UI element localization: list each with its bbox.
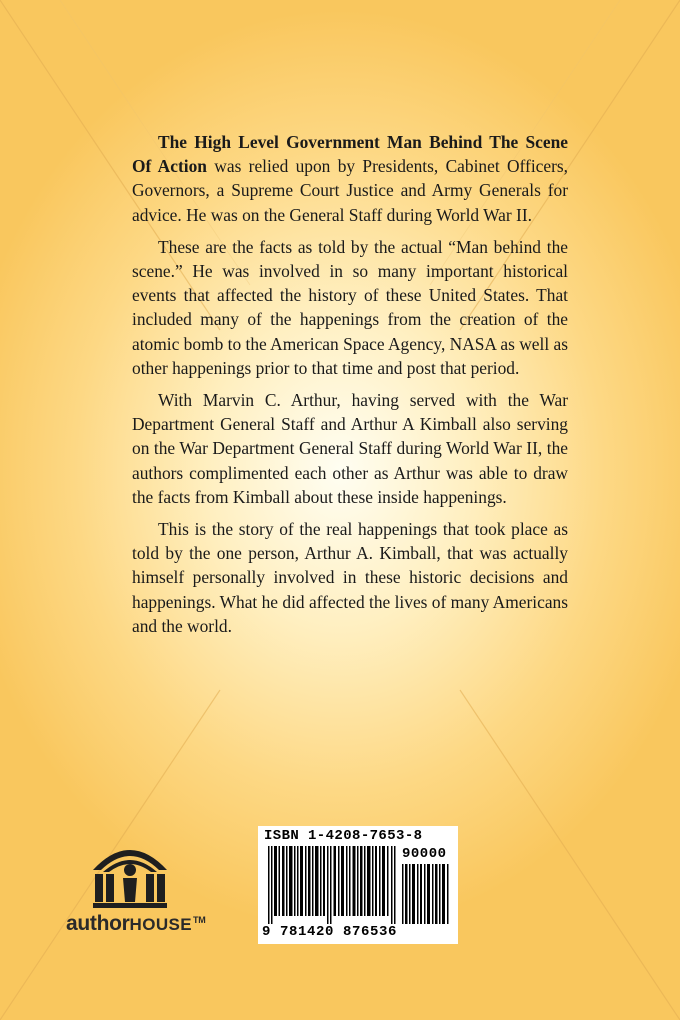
publisher-wordmark [66,912,205,936]
blurb-paragraph-3: With Marvin C. Arthur, having served with the War Department General Staff and Arthur A Kimball also serving on the War Department General Staff during World War II, the authors complimented each other as Arthur was able to draw the facts from Kimball about these inside happenings. [132,390,568,507]
publisher-logo [62,836,232,946]
blurb-paragraph-4: This is the story of the real happenings that took place as told by the one person, Arthur A. Kimball, that was actually himself personally involved in these historic decisions and happenings. What he did affected the lives of many Americans and the world. [132,519,568,636]
ean-barcode-bars [268,846,396,924]
blurb-lead-bold: The High Level Government Man Behind The Scene Of Action [132,132,568,177]
back-cover-blurb [132,130,568,646]
blurb-paragraph-1 [132,130,568,227]
authorhouse-logo-icon [89,836,171,910]
price-barcode-bars [402,864,450,924]
price-code: 90000 [402,846,447,862]
ean-number: 9 781420 876536 [262,924,398,940]
isbn-label: ISBN 1-4208-7653-8 [264,828,423,844]
isbn-barcode [258,826,458,944]
blurb-lead-rest: was relied upon by Presidents, Cabinet Officers, Governors, a Supreme Court Justice and Army Generals for advice. He was on the General Staff during World War II. [132,156,569,225]
trademark-symbol: TM [193,915,206,925]
publisher-name-lower: author [66,912,130,935]
publisher-name-upper: HOUSE [129,915,192,934]
blurb-paragraph-2: These are the facts as told by the actual “Man behind the scene.” He was involved in so many important historical events that affected the history of these United States. That included many of the happenings from the creation of the atomic bomb to the American Space Agency, NASA as well as other happenings prior to that time and post that period. [132,236,568,378]
